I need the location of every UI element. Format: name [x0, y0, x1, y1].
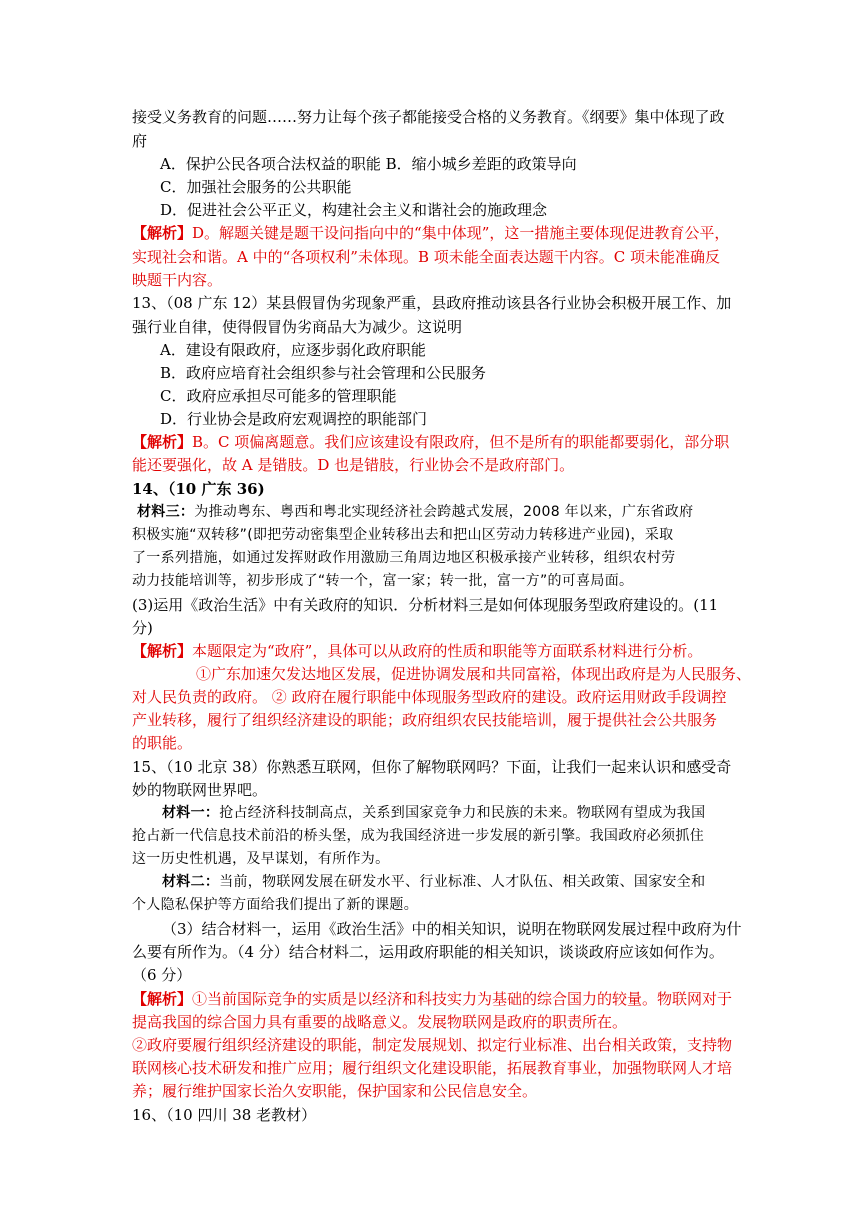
q15-analysis-line2: 提高我国的综合国力具有重要的战略意义。发展物联网是政府的职责所在。: [132, 1013, 628, 1031]
q12-stem-line2: 府: [132, 132, 148, 150]
q12-analysis-line3: 映题干内容。: [132, 271, 223, 289]
q15-analysis-line4: 联网核心技术研发和推广应用；履行组织文化建设职能，拓展教育事业，加强物联网人才培: [132, 1059, 733, 1077]
q12-option-d: D．促进社会公平正义，构建社会主义和谐社会的施政理念: [160, 201, 548, 219]
q12-analysis-line2: 实现社会和谐。A 中的“各项权利”未体现。B 项未能全面表达题干内容。C 项未能准确反: [132, 248, 720, 266]
q14-question-line1: (3)运用《政治生活》中有关政府的知识．分析材料三是如何体现服务型政府建设的。(11: [132, 596, 719, 614]
q13-analysis-line2: 能还要强化，故 A 是错肢。D 也是错肢，行业协会不是政府部门。: [132, 456, 575, 474]
q12-option-ab: A．保护公民各项合法权益的职能 B．缩小城乡差距的政策导向: [160, 155, 577, 173]
q15-stem-line2: 妙的物联网世界吧。: [132, 781, 268, 799]
q14-material-line3: 了一系列措施，如通过发挥财政作用激励三角周边地区积极承接产业转移，组织农村劳: [132, 550, 676, 566]
q14-analysis-line4: 产业转移，履行了组织经济建设的职能；政府组织农民技能培训，履于提供社会公共服务: [132, 711, 718, 729]
q13-option-a: A．建设有限政府，应逐步弱化政府职能: [160, 341, 426, 359]
q14-material-line2: 积极实施“双转移”(即把劳动密集型企业转移出去和把山区劳动力转移进产业园)，采取: [132, 527, 674, 543]
q16-header: 16、（10 四川 38 老教材）: [132, 1106, 317, 1124]
q15-analysis-line1: 【解析】①当前国际竞争的实质是以经济和科技实力为基础的综合国力的较量。物联网对于: [132, 990, 733, 1008]
q13-option-b: B．政府应培育社会组织参与社会管理和公民服务: [160, 364, 487, 382]
q14-analysis-line1: 【解析】本题限定为“政府”，具体可以从政府的性质和职能等方面联系材料进行分析。: [132, 642, 703, 660]
q12-stem-line1: 接受义务教育的问题……努力让每个孩子都能接受合格的义务教育。《纲要》集中体现了政: [132, 108, 725, 126]
q14-material-label: 材料三：: [137, 504, 195, 520]
q15-analysis-label: 【解析】: [132, 990, 193, 1008]
q14-header: 14、（10 广东 36): [132, 480, 265, 498]
q13-analysis-label: 【解析】: [132, 433, 193, 451]
q14-material-line1: 材料三：为推动粤东、粤西和粤北实现经济社会跨越式发展，2008 年以来，广东省政府: [137, 504, 694, 520]
q15-material2-label: 材料二：: [162, 874, 220, 890]
q12-analysis-line1: 【解析】D。解题关键是题干设问指向中的“集中体现”，这一措施主要体现促进教育公平，: [132, 224, 730, 242]
q15-analysis-line3: ②政府要履行组织经济建设的职能，制定发展规划、拟定行业标准、出台相关政策，支持物: [132, 1036, 733, 1054]
q15-analysis-line5: 养；履行维护国家长治久安职能，保护国家和公民信息安全。: [132, 1082, 538, 1100]
q15-material2-line2: 个人隐私保护等方面给我们提出了新的课题。: [132, 897, 418, 913]
q13-stem-line2: 强行业自律，使得假冒伪劣商品大为减少。这说明: [132, 318, 463, 336]
q15-material1-label: 材料一：: [162, 805, 220, 821]
q15-stem-line1: 15、（10 北京 38）你熟悉互联网，但你了解物联网吗？下面，让我们一起来认识和感受奇: [132, 758, 732, 776]
q15-question-line1: （3）结合材料一，运用《政治生活》中的相关知识，说明在物联网发展过程中政府为什: [162, 920, 742, 938]
q14-material-line4: 动力技能培训等，初步形成了“转一个，富一家；转一批，富一方”的可喜局面。: [132, 573, 634, 589]
q15-material2-line1: 材料二：当前，物联网发展在研发水平、行业标准、人才队伍、相关政策、国家安全和: [162, 874, 706, 890]
q15-question-line3: （6 分）: [132, 966, 192, 984]
q12-option-c: C．加强社会服务的公共职能: [160, 178, 352, 196]
q13-option-c: C．政府应承担尽可能多的管理职能: [160, 387, 397, 405]
q13-analysis-line1: 【解析】B。C 项偏离题意。我们应该建设有限政府，但不是所有的职能都要弱化，部分职: [132, 433, 730, 451]
q14-analysis-line3: 对人民负责的政府。 ② 政府在履行职能中体现服务型政府的建设。政府运用财政手段调控: [132, 688, 727, 706]
q15-material1-line2: 抢占新一代信息技术前沿的桥头堡，成为我国经济进一步发展的新引擎。我国政府必须抓住: [132, 828, 704, 844]
q13-stem-line1: 13、（08 广东 12）某县假冒伪劣现象严重，县政府推动该县各行业协会积极开展工作、加: [132, 294, 732, 312]
q13-option-d: D．行业协会是政府宏观调控的职能部门: [160, 410, 428, 428]
q15-question-line2: 么要有所作为。（4 分）结合材料二，运用政府职能的相关知识，谈谈政府应该如何作为。: [132, 943, 724, 961]
q14-analysis-label: 【解析】: [132, 642, 193, 660]
q12-analysis-label: 【解析】: [132, 224, 193, 242]
q15-material1-line1: 材料一：抢占经济科技制高点，关系到国家竞争力和民族的未来。物联网有望成为我国: [162, 805, 706, 821]
q14-question-line2: 分): [132, 619, 153, 637]
q15-material1-line3: 这一历史性机遇，及早谋划，有所作为。: [132, 851, 390, 867]
q14-analysis-line2: ①广东加速欠发达地区发展，促进协调发展和共同富裕，体现出政府是为人民服务、: [196, 665, 752, 683]
q14-analysis-line5: 的职能。: [132, 734, 193, 752]
